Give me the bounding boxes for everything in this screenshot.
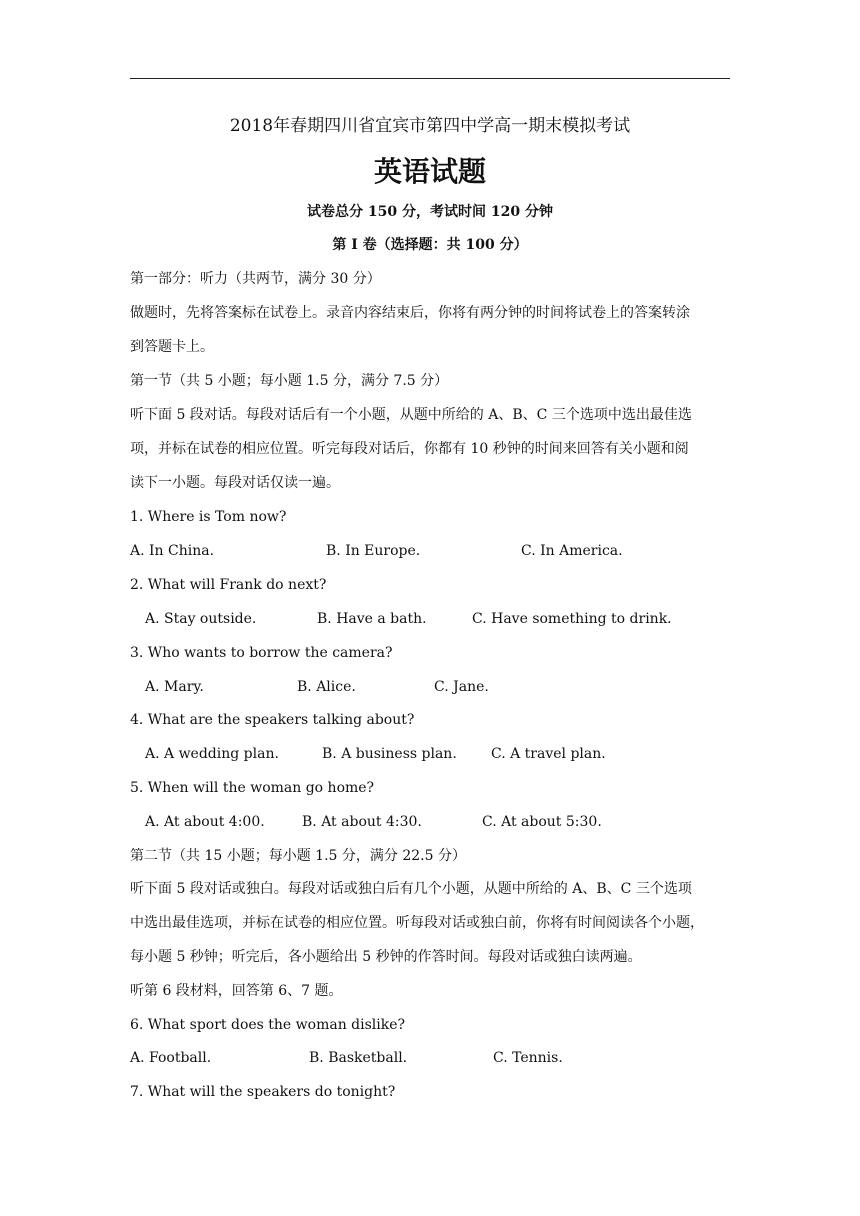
option-a: A. Stay outside. — [145, 611, 257, 627]
option-c: C. Jane. — [434, 679, 489, 695]
option-c: C. A travel plan. — [491, 746, 606, 762]
option-a: A. In China. — [130, 543, 215, 559]
option-b: B. In Europe. — [326, 543, 421, 559]
exam-info: 试卷总分 150 分，考试时间 120 分钟 — [307, 204, 553, 220]
part1-heading: 第一部分：听力（共两节，满分 30 分） — [130, 271, 381, 287]
exam-title: 2018年春期四川省宜宾市第四中学高一期末模拟考试 — [229, 116, 631, 136]
option-a: A. Football. — [130, 1050, 212, 1066]
part1-instruction-line: 做题时，先将答案标在试卷上。录音内容结束后，你将有两分钟的时间将试卷上的答案转涂 — [130, 305, 690, 321]
option-c: C. Have something to drink. — [472, 611, 672, 627]
section2-heading: 第二节（共 15 小题；每小题 1.5 分，满分 22.5 分） — [130, 848, 466, 864]
option-b: B. Basketball. — [309, 1050, 408, 1066]
question-7: 7. What will the speakers do tonight? — [130, 1084, 396, 1100]
section2-instruction-line: 听下面 5 段对话或独白。每段对话或独白后有几个小题，从题中所给的 A、B、C 三个选项 — [130, 881, 692, 897]
option-a: A. At about 4:00. — [145, 814, 265, 830]
option-b: B. A business plan. — [322, 746, 457, 762]
question-3: 3. Who wants to borrow the camera? — [130, 645, 393, 661]
section2-instruction-line: 中选出最佳选项，并标在试卷的相应位置。听每段对话或独白前，你将有时间阅读各个小题， — [130, 915, 704, 931]
material-note: 听第 6 段材料，回答第 6、7 题。 — [130, 983, 343, 999]
option-c: C. In America. — [521, 543, 623, 559]
option-b: B. Have a bath. — [317, 611, 427, 627]
volume-heading: 第 I 卷（选择题：共 100 分） — [332, 237, 528, 253]
option-a: A. A wedding plan. — [145, 746, 279, 762]
section1-instruction-line: 项，并标在试卷的相应位置。听完每段对话后，你都有 10 秒钟的时间来回答有关小题和阅 — [130, 441, 689, 457]
section1-instruction-line: 读下一小题。每段对话仅读一遍。 — [130, 475, 340, 491]
part1-instruction-line: 到答题卡上。 — [130, 339, 214, 355]
question-6: 6. What sport does the woman dislike? — [130, 1017, 406, 1033]
section1-instruction-line: 听下面 5 段对话。每段对话后有一个小题，从题中所给的 A、B、C 三个选项中选出最佳选 — [130, 407, 692, 423]
option-b: B. At about 4:30. — [302, 814, 422, 830]
header-rule — [130, 78, 730, 79]
section1-heading: 第一节（共 5 小题；每小题 1.5 分，满分 7.5 分） — [130, 373, 449, 389]
section2-instruction-line: 每小题 5 秒钟；听完后，各小题给出 5 秒钟的作答时间。每段对话或独白读两遍。 — [130, 949, 642, 965]
subject-title: 英语试题 — [373, 155, 486, 188]
option-c: C. Tennis. — [493, 1050, 563, 1066]
option-c: C. At about 5:30. — [482, 814, 602, 830]
option-a: A. Mary. — [145, 679, 204, 695]
question-4: 4. What are the speakers talking about? — [130, 712, 415, 728]
option-b: B. Alice. — [297, 679, 356, 695]
question-2: 2. What will Frank do next? — [130, 577, 327, 593]
question-1: 1. Where is Tom now? — [130, 509, 287, 525]
question-5: 5. When will the woman go home? — [130, 780, 375, 796]
